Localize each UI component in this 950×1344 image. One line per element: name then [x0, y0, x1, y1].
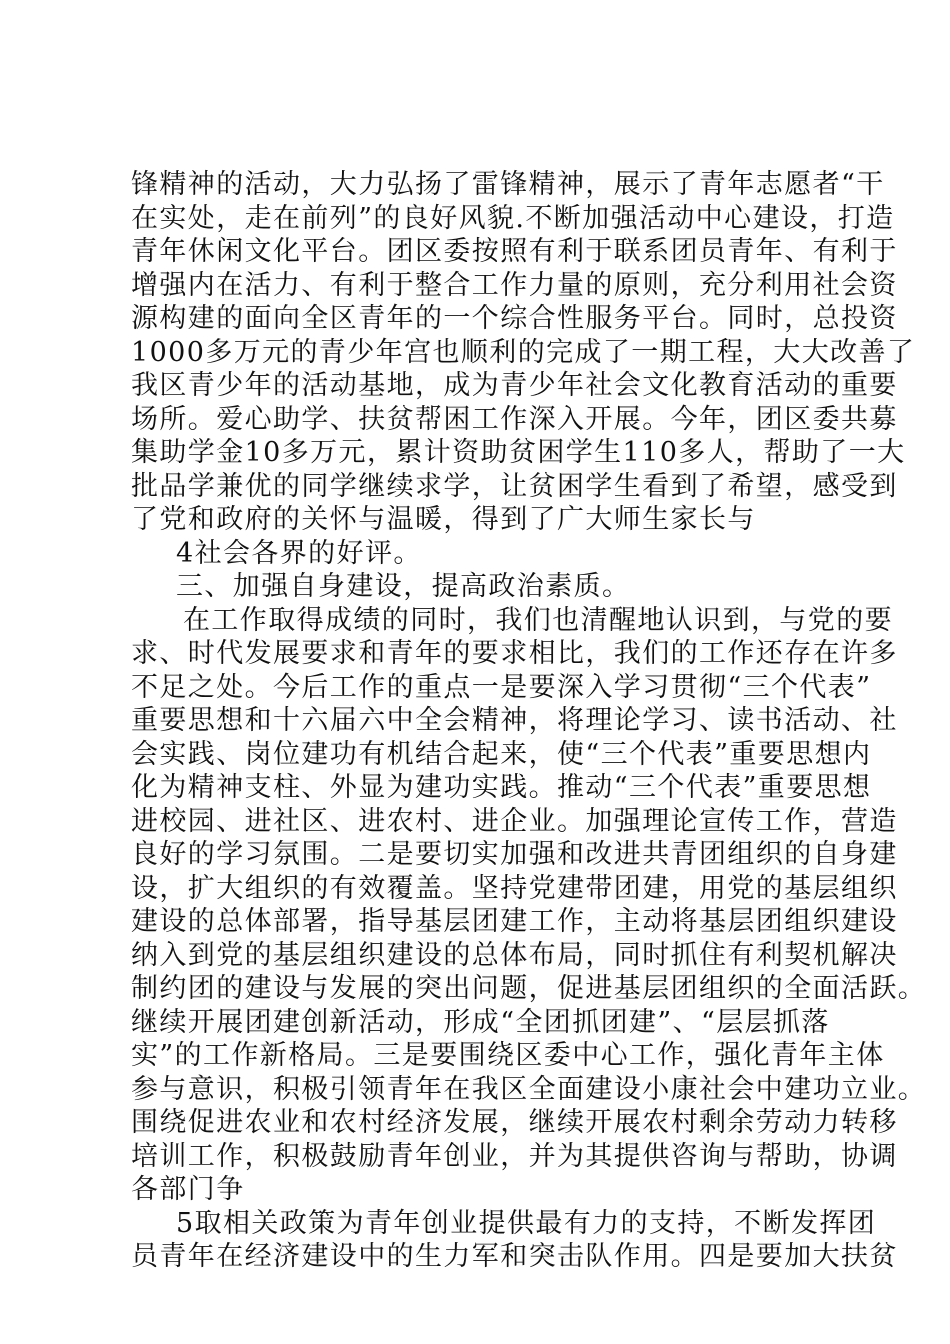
text-line: 不足之处。今后工作的重点一是要深入学习贯彻“三个代表”	[131, 671, 872, 703]
text-line: 批品学兼优的同学继续求学，让贫困学生看到了希望，感受到	[131, 470, 898, 502]
text-line: 良好的学习氛围。二是要切实加强和改进共青团组织的自身建	[131, 839, 898, 870]
text-line: 源构建的面向全区青年的一个综合性服务平台。同时，总投资	[131, 303, 898, 334]
text-line: 化为精神支柱、外显为建功实践。推动“三个代表”重要思想	[131, 772, 872, 803]
text-line: 培训工作，积极鼓励青年创业，并为其提供咨询与帮助，协调	[131, 1140, 898, 1172]
text-line: 在实处，走在前列”的良好风貌.不断加强活动中心建设，打造	[131, 202, 895, 234]
text-line: 实”的工作新格局。三是要围绕区委中心工作，强化青年主体	[131, 1040, 885, 1071]
text-line: 建设的总体部署，指导基层团建工作，主动将基层团组织建设	[131, 906, 898, 937]
text-line: 场所。爱心助学、扶贫帮困工作深入开展。今年，团区委共募	[131, 403, 898, 435]
text-line: 参与意识，积极引领青年在我区全面建设小康社会中建功立业。	[131, 1073, 927, 1105]
text-line: 1000多万元的青少年宫也顺利的完成了一期工程，大大改善了	[131, 336, 916, 368]
text-line: 我区青少年的活动基地，成为青少年社会文化教育活动的重要	[131, 370, 898, 401]
text-line: 设，扩大组织的有效覆盖。坚持党建带团建，用党的基层组织	[131, 872, 898, 904]
page-number-line: 4社会各界的好评。	[176, 537, 422, 569]
text-line: 青年休闲文化平台。团区委按照有利于联系团员青年、有利于	[131, 236, 898, 267]
text-line: 了党和政府的关怀与温暖，得到了广大师生家长与	[131, 504, 756, 535]
text-line: 继续开展团建创新活动，形成“全团抓团建”、“层层抓落	[131, 1006, 830, 1038]
text-line: 纳入到党的基层组织建设的总体布局，同时抓住有利契机解决	[131, 939, 898, 971]
text-line: 各部门争	[131, 1174, 245, 1205]
text-line: 求、时代发展要求和青年的要求相比，我们的工作还存在许多	[131, 638, 898, 669]
text-line: 制约团的建设与发展的突出问题，促进基层团组织的全面活跃。	[131, 973, 927, 1004]
paragraph-start: 在工作取得成绩的同时，我们也清醒地认识到，与党的要	[183, 604, 893, 636]
text-line: 会实践、岗位建功有机结合起来，使“三个代表”重要思想内	[131, 738, 872, 770]
text-line: 集助学金10多万元，累计资助贫困学生110多人，帮助了一大	[131, 437, 906, 468]
text-line: 增强内在活力、有利于整合工作力量的原则，充分利用社会资	[131, 269, 898, 301]
text-line: 锋精神的活动，大力弘扬了雷锋精神，展示了青年志愿者“干	[131, 169, 885, 200]
text-line: 员青年在经济建设中的生力军和突击队作用。四是要加大扶贫	[131, 1241, 898, 1272]
text-line: 进校园、进社区、进农村、进企业。加强理论宣传工作，营造	[131, 805, 898, 837]
page-number-line: 5取相关政策为青年创业提供最有力的支持，不断发挥团	[176, 1207, 877, 1239]
text-line: 围绕促进农业和农村经济发展，继续开展农村剩余劳动力转移	[131, 1107, 898, 1138]
body-text	[131, 168, 927, 1274]
text-line: 重要思想和十六届六中全会精神，将理论学习、读书活动、社	[131, 705, 898, 736]
section-heading: 三、加强自身建设，提高政治素质。	[176, 571, 631, 602]
